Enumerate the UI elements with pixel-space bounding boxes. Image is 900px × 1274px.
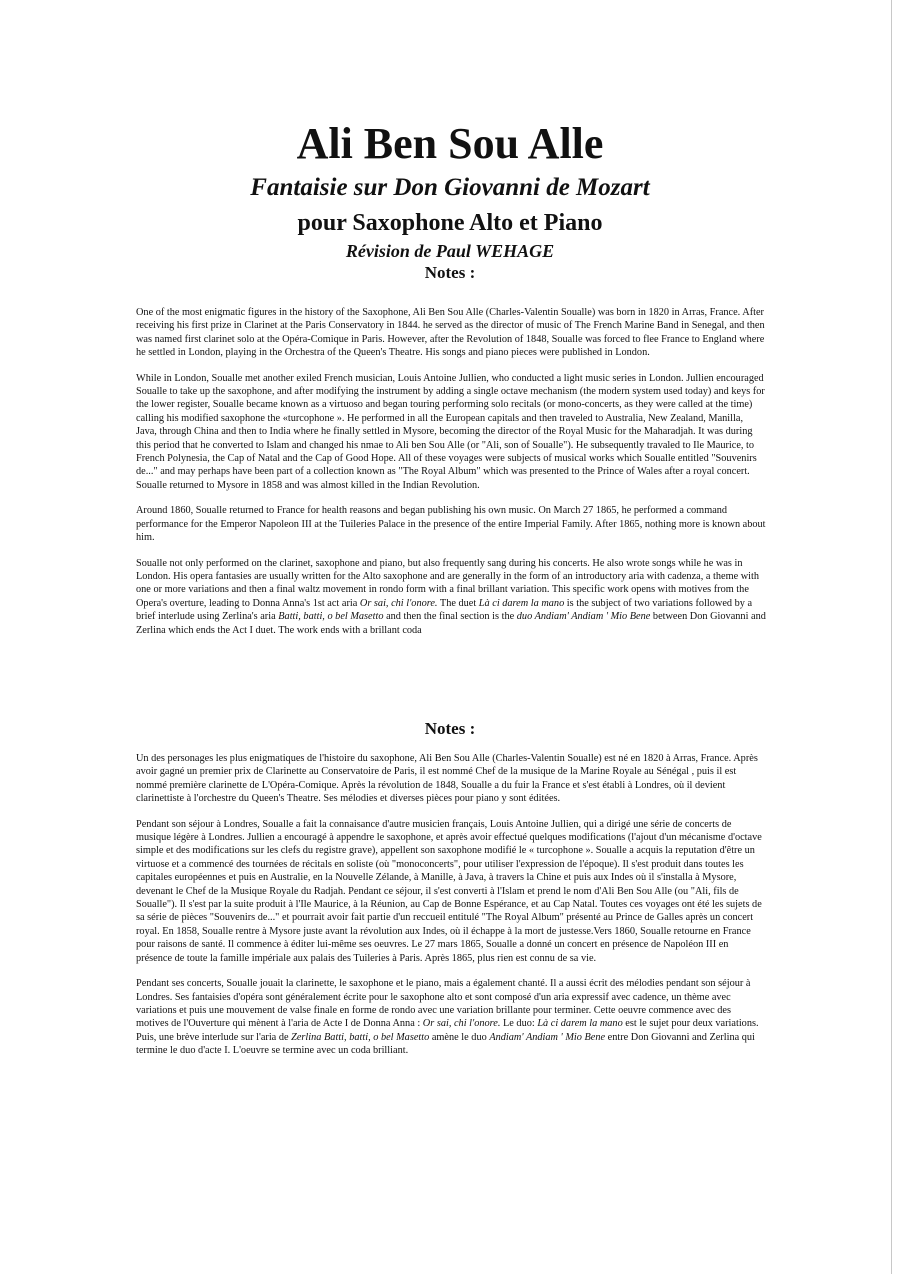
aria-title: Or sai, chi l'onore. — [359, 597, 438, 609]
notes-heading-english: Notes : — [424, 263, 476, 282]
text-run: est le sujet pour deux variations. Puis, une brève interlude sur l'aria de — [136, 1018, 759, 1043]
notes-heading-french: Notes : — [424, 719, 476, 738]
aria-title: Or sai, chi l'onore. — [422, 1018, 501, 1030]
text-run: is the subject of two variations followed by a brief interlude using Zerlina's aria — [136, 597, 753, 623]
revision-credit: Révision de Paul WEHAGE — [345, 241, 555, 261]
text-run: and then the final section is the — [383, 611, 517, 623]
french-notes — [136, 752, 766, 1058]
text-run: amène le duo — [429, 1031, 490, 1043]
aria-title: Batti, batti, o bel Masetto — [278, 611, 384, 623]
english-paragraph-1: One of the most enigmatic figures in the history of the Saxophone, Ali Ben Sou Alle (Charles-Valentin Soualle) was born in 1820 in Arras, France. After receiving his first prize in Clarinet at the Paris Conservatory in 1844. he served as the director of music of The French Marine Band in Senegal, and then was named first clarinet solo at the Opéra-Comique in Paris. However, after the Revolution of 1848, Soualle was forced to flee France to England where he settled in London, playing in the Orchestra of the Queen's Theatre. His songs and piano pieces were published in London. — [136, 307, 765, 359]
french-paragraph-1: Un des personages les plus enigmatiques de l'histoire du saxophone, Ali Ben Sou Alle (Charles-Valentin Soualle) est né en 1820 à Arras, France. Après avoir gagné un premier prix de Clarinette au Conservatoire de Paris, il est nommé Chef de la musique de la Marine Royale au Sénégal , puis il est nommé première clarinette de L'Opéra-Comique. Après la révolution de 1848, Soualle a du fuir la France et s'est établi à Londres, où il devient clarinettiste à l'orchestre du Queen's Theatre. Ses mélodies et diverses pièces pour piano y sont éditées. — [136, 753, 758, 805]
duet-title: Là ci darem la mano — [537, 1018, 623, 1030]
text-run: between Don Giovanni and Zerlina which ends the Act I duet. The work ends with a brillant coda — [136, 611, 766, 636]
duet-title: Andiam' Andiam ' Mio Bene — [489, 1031, 606, 1043]
instrumentation: pour Saxophone Alto et Piano — [297, 210, 603, 236]
text-run: entre Don Giovanni and Zerlina qui termine le duo d'acte I. L'oeuvre se termine avec un coda brilliant. — [136, 1031, 755, 1057]
title: Ali Ben Sou Alle — [296, 119, 604, 168]
english-notes — [136, 306, 766, 637]
text-run: Le duo: — [500, 1018, 538, 1030]
duet-title: Là ci darem la mano — [478, 597, 565, 609]
text-run: Soualle not only performed on the clarinet, saxophone and piano, but also frequently sang during his concerts. He also wrote songs while he was in London. His opera fantasies are usually written for the Alto saxophone and are generally in the form of an introductory aria with cadenza, a theme with one or more variations and then a final waltz movement in rondo form with a final brillant variation. This specific work opens with motives from the Opera's overture, leading to Donna Anna's 1st act aria — [136, 557, 760, 609]
english-paragraph-4 — [136, 557, 766, 637]
text-run: The duet — [437, 597, 479, 609]
duet-title: duo Andiam' Andiam ' Mio Bene — [516, 611, 651, 623]
subtitle: Fantaisie sur Don Giovanni de Mozart — [250, 174, 650, 201]
text-run: Pendant ses concerts, Soualle jouait la clarinette, le saxophone et le piano, mais a également chanté. Il a aussi écrit des mélodies pendant son séjour à Londres. Ses fantaisies d'opéra sont généralement écrite pour le saxophone alto et sont composé d'un aria expressif avec cadence, un thème avec variations et puis une mouvement de valse finale en forme de rondo avec une variation brillante pour terminer. Cette oeuvre commence avec des motives de l'Ouverture qui mènent à l'aria de Acte I de Donna Anna : — [136, 978, 751, 1030]
aria-title: Zerlina Batti, batti, o bel Masetto — [291, 1031, 430, 1043]
english-paragraph-2: While in London, Soualle met another exiled French musician, Louis Antoine Jullien, who conducted a light music series in London. Jullien encouraged Soualle to take up the saxophone, and after modifying the instrument by adding a single octave mechanism (the modern system used today) and keys for the lower register, Soualle became known as a virtuoso and began touring performing solo recitals (or mono-concerts, as they were called at the time) calling his modified saxophone the «turcophone ». He performed in all the European capitals and then traveled to Australia, New Zealand, Manilla, Java, through China and then to India where he finally settled in Mysore, becoming the director of the Royal Music for the Maharadjah. It was during this period that he converted to Islam and changed his nmae to Ali ben Sou Alle (or "Ali, son of Soualle"). He subsequently travaled to Ile Maurice, to French Polynesia, the Cap of Natal and the Cap of Good Hope. All of these voyages were subjects of musical works which Soualle entitled "Souvenirs de..." and may perhaps have been part of a collection known as "The Royal Album" which was presented to the Prince of Wales after a royal concert. Soualle returned to Mysore in 1858 and was almost killed in the Indian Revolution. — [136, 372, 765, 491]
french-paragraph-2: Pendant son séjour à Londres, Soualle a fait la connaisance d'autre musicien français, Louis Antoine Jullien, qui a dirigé une série de concerts de musique légère à Londres. Jullien a encouragé à appendre le saxophone, et après avoir effectué quelques modifications (l'ajout d'un mécanisme d'octave simple et des modifications sur les clefs du registre grave), appellent son saxophone modifié le « turcophone ». Soualle a acquis la reputation d'être un virtuose et a commencé des tournées de récitals en soliste (où "monoconcerts", pour utiliser l'expression de l'époque). Il s'est produit dans toutes les capitales européennes et puis en Australie, en la Nouvelle Zélande, à Manille, à Java, à travers la Chine et puis aux Indes où il s'installa à Mysore, devenant le Chef de la Musique Royale du Radjah. Pendant ce séjour, il s'est converti à l'Islam et prend le nom d'Ali Ben Sou Alle (ou "Ali, fils de Soualle"). Il s'est par la suite produit à l'Ile Maurice, à la Réunion, au Cap de Bonne Espérance, et au Cap Natal. Toutes ces voyages ont été les sujets de sa série de pièces "Souvenirs de..." et pourrait avoir fait partie d'un reccueil entitulé "The Royal Album" présenté au Prince de Galles après un concert royal. En 1858, Soualle rentre à Mysore juste avant la révolution aux Indes, où il échappe à la mort de justesse.Vers 1860, Soualle retourne en France pour raisons de santé. Il commence à éditer lui-même ses oeuvres. Le 27 mars 1865, Soualle a donné un concert en présence de Napoléon III en présence de toute la famille impériale aux palais des Tuileries à Paris. Après 1865, plus rien est connu de sa vie. — [136, 818, 762, 964]
french-paragraph-3 — [136, 977, 766, 1057]
english-paragraph-3: Around 1860, Soualle returned to France for health reasons and began publishing his own music. On March 27 1865, he performed a command performance for the Emperor Napoleon III at the Tuileries Palace in the presence of the entire Imperial Family. After 1865, nothing more is known about him. — [136, 505, 766, 544]
